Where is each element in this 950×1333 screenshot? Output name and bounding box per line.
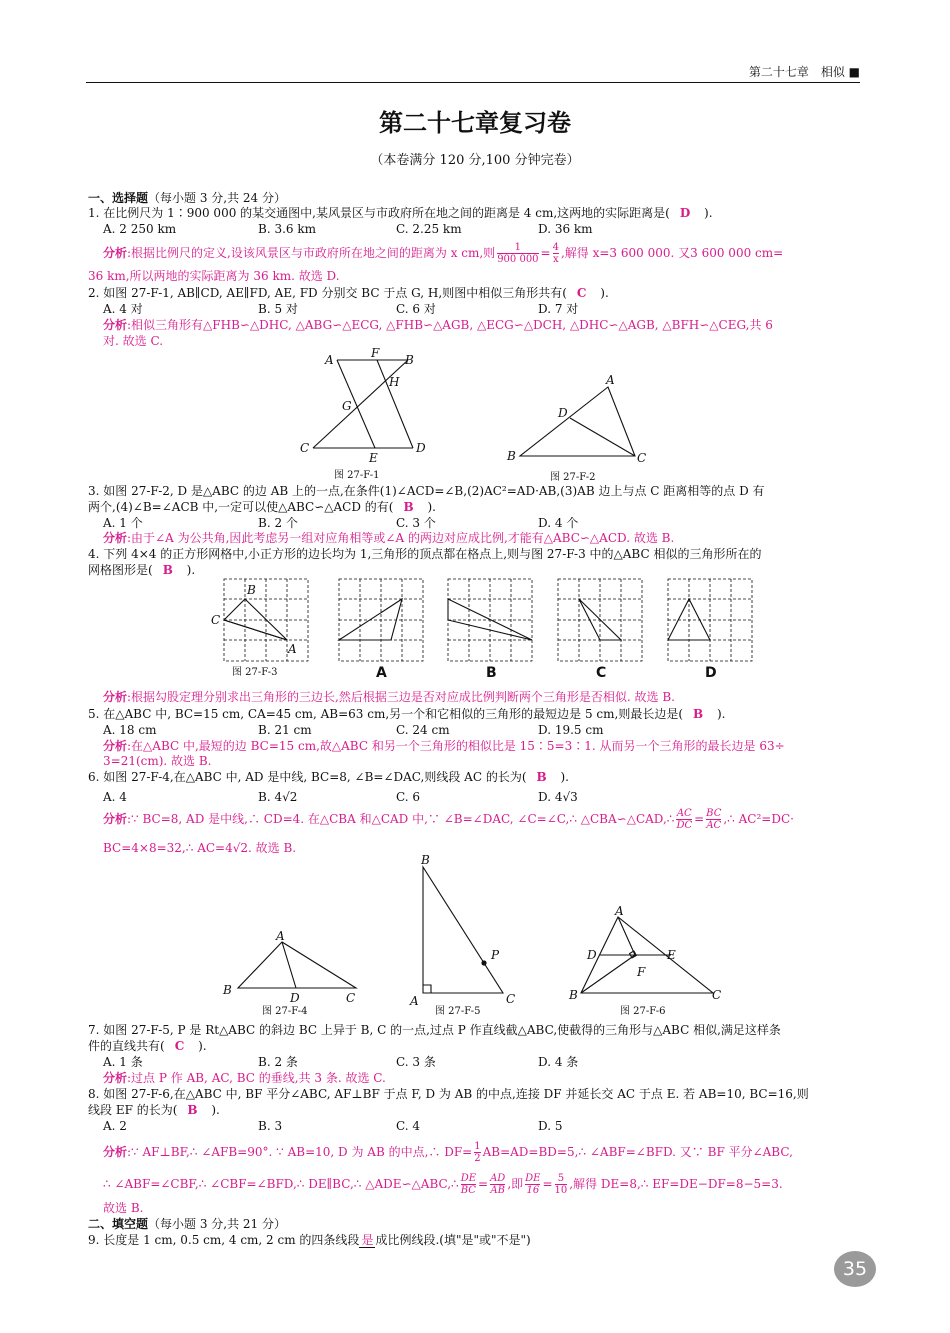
q7-analysis-text: :过点 P 作 AB, AC, BC 的垂线,共 3 条. 故选 C. — [127, 1071, 386, 1085]
q7-close: ). — [194, 1039, 207, 1053]
q1-option-a: A. 2 250 km — [103, 222, 177, 236]
fig2-label-a: A — [606, 373, 615, 387]
q3-option-d: D. 4 个 — [538, 516, 579, 530]
q9-stem: 9. 长度是 1 cm, 0.5 cm, 4 cm, 2 cm 的四条线段 — [88, 1233, 360, 1247]
q6-option-d: D. 4√3 — [538, 790, 578, 804]
q1-option-b: B. 3.6 km — [258, 222, 316, 236]
question-6 — [88, 769, 569, 785]
fig6-label-e: E — [667, 948, 676, 962]
analysis-label: 分析 — [103, 739, 128, 753]
q8-analysis — [103, 1141, 793, 1164]
fraction-numerator: 1 — [497, 242, 538, 254]
q7-option-d: D. 4 条 — [538, 1055, 579, 1069]
q2-analysis-cont: 对. 故选 C. — [103, 334, 164, 348]
fig1-label-d: D — [416, 441, 426, 455]
fig5-label-a: A — [410, 994, 419, 1008]
section-2-title: 二、填空题 — [88, 1217, 149, 1231]
fig6-label-f: F — [637, 965, 646, 979]
fig3-label-a: A — [288, 642, 297, 656]
figure-27-f-5 — [405, 853, 525, 1008]
q2-answer: C — [576, 286, 587, 300]
section-1-title: 一、选择题 — [88, 191, 149, 205]
page-subtitle: （本卷满分 120 分,100 分钟完卷） — [370, 153, 580, 168]
q8-analysis-cont: 故选 B. — [103, 1201, 144, 1215]
q8-option-d: D. 5 — [538, 1119, 563, 1133]
fraction-numerator: AD — [490, 1173, 506, 1184]
q6-analysis-text-2: ,∴ AC²=DC· — [723, 812, 794, 826]
q8-fraction-5 — [555, 1173, 568, 1196]
q1-option-c: C. 2.25 km — [396, 222, 462, 236]
analysis-label: 分析 — [103, 1071, 128, 1085]
q5-close: ). — [713, 707, 726, 721]
fig6-label-a: A — [615, 904, 624, 918]
q7-option-a: A. 1 条 — [103, 1055, 143, 1069]
q8-option-c: C. 4 — [396, 1119, 421, 1133]
q3-option-b: B. 2 个 — [258, 516, 298, 530]
analysis-label: 分析 — [103, 531, 128, 545]
fig4-label-b: B — [223, 983, 232, 997]
fig1-label-b: B — [405, 353, 414, 367]
q3-option-a: A. 1 个 — [103, 516, 143, 530]
fig4-caption: 图 27-F-4 — [262, 1006, 308, 1017]
fig2-label-c: C — [637, 451, 647, 465]
fig5-label-p: P — [491, 948, 500, 962]
q8-analysis-line-2: ∴ ∠ABF=∠CBF,∴ ∠CBF=∠BFD,∴ DE∥BC,∴ △ADE∽△ABC,∴ $\frac{DE}{BC}$ = $\frac{AD}{AB}$ ,即 $\frac{DE}{16}$ = $\frac{5}{10}$ ,解得 DE=8,∴ EF=DE−DF=8−5=3. — [103, 1173, 783, 1196]
question-9 — [88, 1232, 531, 1248]
question-3-line-1: 3. 如图 27-F-2, D 是△ABC 的边 AB 上的一点,在条件(1)∠ACD=∠B,(2)AC²=AD·AB,(3)AB 边上与点 C 距离相等的点 D 有 — [88, 484, 765, 498]
grid-option-c — [556, 577, 646, 663]
q4-analysis — [103, 689, 675, 705]
fig1-label-e: E — [369, 451, 378, 465]
fig2-label-d: D — [558, 406, 568, 420]
question-4-line-1: 4. 下列 4×4 的正方形网格中,小正方形的边长均为 1,三角形的顶点都在格点上,则与图 27-F-3 中的△ABC 相似的三角形所在的 — [88, 547, 762, 561]
q5-analysis-text: :在△ABC 中,最短的边 BC=15 cm,故△ABC 和另一个三角形的相似比是 15∶5=3∶1. 从而另一个三角形的最长边是 63÷ — [127, 739, 785, 753]
grid-option-a-label: A — [376, 665, 387, 681]
fig1-label-f: F — [371, 346, 380, 360]
fraction-numerator: 4 — [552, 242, 559, 253]
q6-analysis-text-1: :∵ BC=8, AD 是中线,∴ CD=4. 在△CBA 和△CAD 中,∵ ∠B=∠DAC, ∠C=∠C,∴ △CBA∽△CAD,∴ — [127, 812, 675, 826]
grid-option-d — [666, 577, 756, 663]
q1-analysis: 分析:根据比例尺的定义,设该风景区与市政府所在地之间的距离为 x cm,则 $\frac{1}{900 000}$ = $\frac{4}{x}$ ,解得 x=3 600 000. 又3 600 000 cm= — [103, 242, 784, 265]
q6-fraction-2 — [706, 808, 721, 831]
analysis-label: 分析 — [103, 812, 128, 826]
fraction-denominator: 16 — [526, 1185, 540, 1196]
fraction-denominator: 10 — [554, 1185, 568, 1196]
question-7-line-1: 7. 如图 27-F-5, P 是 Rt△ABC 的斜边 BC 上异于 B, C 的一点,过点 P 作直线截△ABC,使截得的三角形与△ABC 相似,满足这样条 — [88, 1023, 781, 1037]
q7-option-b: B. 2 条 — [258, 1055, 298, 1069]
q5-option-c: C. 24 cm — [396, 723, 450, 737]
page-title: 第二十七章复习卷 — [379, 108, 571, 137]
fig4-label-a: A — [276, 929, 285, 943]
question-3-line-2 — [88, 499, 436, 515]
q3-answer: B — [403, 500, 414, 514]
q8-option-b: B. 3 — [258, 1119, 283, 1133]
q9-stem-end: 成比例线段.(填"是"或"不是") — [375, 1233, 531, 1247]
q8-fraction-2 — [461, 1173, 476, 1196]
q8-fraction-4 — [525, 1173, 540, 1196]
fraction-denominator: AB — [490, 1185, 505, 1196]
analysis-label: 分析 — [103, 690, 128, 704]
fig6-label-b: B — [569, 988, 578, 1002]
fig5-caption: 图 27-F-5 — [435, 1006, 481, 1017]
chapter-label: 第二十七章 相似 ■ — [748, 65, 860, 79]
question-7-line-2 — [88, 1038, 207, 1054]
fraction-numerator: 5 — [555, 1173, 568, 1185]
q5-stem: 5. 在△ABC 中, BC=15 cm, CA=45 cm, AB=63 cm,另一个和它相似的三角形的最短边是 5 cm,则最长边是( — [88, 707, 684, 721]
q5-answer: B — [693, 707, 704, 721]
q1-fraction-1 — [497, 242, 538, 265]
q9-answer: 是 — [361, 1233, 374, 1247]
q2-close: ). — [596, 286, 609, 300]
q6-option-a: A. 4 — [103, 790, 127, 804]
q6-close: ). — [556, 770, 569, 784]
section-2-heading — [88, 1216, 286, 1232]
fraction-denominator: AC — [706, 820, 722, 831]
fig5-label-b: B — [421, 853, 430, 867]
fraction-denominator: 900 000 — [497, 254, 539, 265]
q1-analysis-cont: 36 km,所以两地的实际距离为 36 km. 故选 D. — [88, 269, 340, 283]
analysis-label: 分析 — [103, 246, 128, 260]
q4-close: ). — [182, 563, 196, 577]
q8-analysis-text-3: ∴ ∠ABF=∠CBF,∴ ∠CBF=∠BFD,∴ DE∥BC,∴ △ADE∽△ABC,∴ — [103, 1177, 459, 1191]
analysis-label: 分析 — [103, 318, 128, 332]
q5-option-a: A. 18 cm — [103, 723, 157, 737]
q2-stem: 2. 如图 27-F-1, AB∥CD, AE∥FD, AE, FD 分别交 BC 于点 G, H,则图中相似三角形共有( — [88, 286, 567, 300]
fraction-numerator: AC — [676, 808, 692, 819]
fraction-denominator: DC — [676, 820, 693, 831]
q5-analysis — [103, 738, 785, 754]
q7-stem: 件的直线共有( — [88, 1039, 165, 1053]
q8-option-a: A. 2 — [103, 1119, 127, 1133]
question-4-line-2 — [88, 562, 195, 578]
q7-analysis — [103, 1070, 386, 1086]
fig6-caption: 图 27-F-6 — [620, 1006, 666, 1017]
figure-27-f-6 — [565, 903, 735, 1003]
q2-analysis — [103, 317, 773, 333]
q1-answer: D — [679, 206, 691, 220]
q1-close: ). — [700, 206, 713, 220]
q8-analysis-text-2: AB=AD=BD=5,∴ ∠ABF=∠BFD. 又∵ BF 平分∠ABC, — [482, 1145, 793, 1159]
question-8-line-2 — [88, 1102, 220, 1118]
q1-fraction-2 — [553, 242, 559, 265]
grid-option-b — [446, 577, 536, 663]
q1-analysis-text-1: :根据比例尺的定义,设该风景区与市政府所在地之间的距离为 x cm,则 — [127, 246, 496, 260]
fig1-caption: 图 27-F-1 — [334, 470, 380, 481]
q7-option-c: C. 3 条 — [396, 1055, 436, 1069]
figure-27-f-3 — [211, 577, 312, 667]
grid-option-a — [337, 577, 427, 663]
q6-analysis: 分析:∵ BC=8, AD 是中线,∴ CD=4. 在△CBA 和△CAD 中,∵ ∠B=∠DAC, ∠C=∠C,∴ △CBA∽△CAD,∴ $\frac{AC}{DC}$ = $\frac{BC}{AC}$ ,∴ AC²=DC· — [103, 808, 794, 831]
fraction-numerator: DE — [460, 1173, 477, 1184]
q8-answer: B — [187, 1103, 198, 1117]
fraction-denominator: x — [552, 254, 559, 265]
fig4-label-d: D — [290, 991, 300, 1005]
grid-option-d-label: D — [705, 665, 717, 681]
q5-option-b: B. 21 cm — [258, 723, 312, 737]
point-p — [481, 960, 486, 965]
question-1 — [88, 205, 713, 221]
q2-option-a: A. 4 对 — [103, 302, 143, 316]
fig1-label-h: H — [389, 375, 400, 389]
fig1-label-c: C — [300, 441, 310, 455]
fig3-caption: 图 27-F-3 — [232, 667, 278, 678]
question-2 — [88, 285, 609, 301]
q6-option-c: C. 6 — [396, 790, 421, 804]
q6-option-b: B. 4√2 — [258, 790, 298, 804]
q5-option-d: D. 19.5 cm — [538, 723, 604, 737]
fig4-label-c: C — [346, 991, 356, 1005]
fraction-numerator: BC — [706, 808, 722, 819]
figure-27-f-1 — [295, 348, 445, 468]
fig2-label-b: B — [507, 449, 516, 463]
q6-analysis-cont: BC=4×8=32,∴ AC=4√2. 故选 B. — [103, 841, 297, 855]
question-5 — [88, 706, 726, 722]
q3-option-c: C. 3 个 — [396, 516, 436, 530]
q8-close: ). — [207, 1103, 220, 1117]
section-2-note: （每小题 3 分,共 21 分） — [148, 1217, 286, 1231]
q1-analysis-text-2: ,解得 x=3 600 000. 又3 600 000 cm= — [560, 246, 784, 260]
fraction-numerator: DE — [525, 1173, 541, 1184]
fig3-label-c: C — [211, 613, 221, 627]
fig5-label-c: C — [506, 992, 516, 1006]
page-number: 35 — [834, 1251, 876, 1287]
q4-stem: 网格图形是( — [88, 563, 153, 577]
q6-answer: B — [536, 770, 547, 784]
figure-27-f-2 — [505, 372, 655, 467]
q2-option-d: D. 7 对 — [538, 302, 579, 316]
fig6-label-c: C — [712, 988, 722, 1002]
fig1-label-a: A — [325, 353, 334, 367]
q8-analysis-text-5: ,解得 DE=8,∴ EF=DE−DF=8−5=3. — [569, 1177, 783, 1191]
q7-answer: C — [174, 1039, 185, 1053]
q3-analysis — [103, 530, 674, 546]
q4-answer: B — [162, 563, 173, 577]
q8-fraction-3 — [490, 1173, 505, 1196]
fig2-caption: 图 27-F-2 — [550, 472, 596, 483]
fig6-label-d: D — [587, 948, 597, 962]
fig3-label-b: B — [247, 583, 256, 597]
section-1-heading — [88, 190, 286, 206]
q3-close: ). — [423, 500, 436, 514]
q1-stem: 1. 在比例尺为 1∶900 000 的某交通图中,某风景区与市政府所在地之间的距离是 4 cm,这两地的实际距离是( — [88, 206, 670, 220]
q2-option-b: B. 5 对 — [258, 302, 298, 316]
q6-stem: 6. 如图 27-F-4,在△ABC 中, AD 是中线, BC=8, ∠B=∠DAC,则线段 AC 的长为( — [88, 770, 527, 784]
page-header — [86, 62, 860, 83]
fraction-denominator: BC — [460, 1185, 476, 1196]
fig1-label-g: G — [342, 399, 352, 413]
q1-option-d: D. 36 km — [538, 222, 593, 236]
q2-analysis-text: :相似三角形有△FHB∽△DHC, △ABG∽△ECG, △FHB∽△AGB, △ECG∽△DCH, △DHC∽△AGB, △BFH∽△CEG,共 6 — [127, 318, 773, 332]
fraction-numerator: 1 — [474, 1141, 481, 1152]
question-8-line-1: 8. 如图 27-F-6,在△ABC 中, BF 平分∠ABC, AF⊥BF 于点 F, D 为 AB 的中点,连接 DF 并延长交 AC 于点 E. 若 AB=10, BC=16,则 — [88, 1087, 809, 1101]
grid-option-b-label: B — [486, 665, 497, 681]
q3-analysis-text: :由于∠A 为公共角,因此考虑另一组对应角相等或∠A 的两边对应成比例,才能有△ABC∽△ACD. 故选 B. — [127, 531, 675, 545]
fraction-denominator: 2 — [474, 1153, 481, 1164]
figure-27-f-4 — [220, 928, 370, 1008]
section-1-note: （每小题 3 分,共 24 分） — [148, 191, 286, 205]
q5-analysis-cont: 3=21(cm). 故选 B. — [103, 754, 212, 768]
q8-analysis-text-1: :∵ AF⊥BF,∴ ∠AFB=90°. ∵ AB=10, D 为 AB 的中点,∴ DF= — [127, 1145, 473, 1159]
q3-stem: 两个,(4)∠B=∠ACB 中,一定可以使△ABC∽△ACD 的有( — [88, 500, 394, 514]
q8-stem: 线段 EF 的长为( — [88, 1103, 178, 1117]
q8-analysis-text-4: ,即 — [507, 1177, 524, 1191]
q2-option-c: C. 6 对 — [396, 302, 436, 316]
grid-option-c-label: C — [596, 665, 607, 681]
q6-fraction-1 — [676, 808, 692, 831]
q8-fraction-1 — [474, 1141, 480, 1164]
analysis-label: 分析 — [103, 1145, 128, 1159]
q4-analysis-text: :根据勾股定理分别求出三角形的三边长,然后根据三边是否对应成比例判断两个三角形是否相似. 故选 B. — [127, 690, 675, 704]
